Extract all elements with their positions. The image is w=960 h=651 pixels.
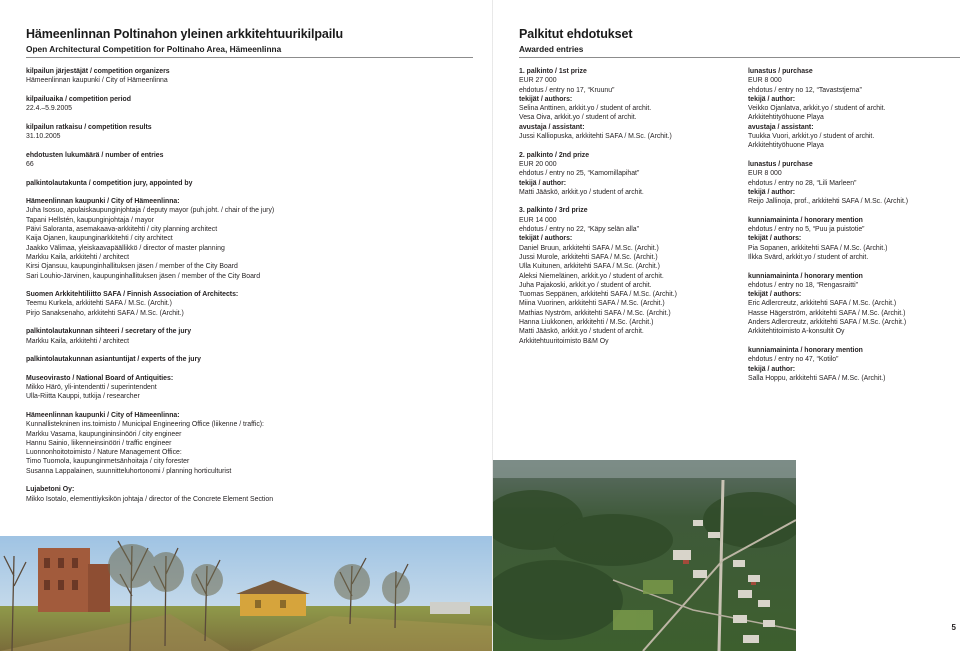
prize-line-text: Arkkitehtuuritoimisto B&M Oy	[519, 337, 609, 345]
purchases-mentions-column	[748, 67, 908, 383]
jury-line-text: 66	[26, 160, 34, 168]
prize-line-text: ehdotus / entry no 22, “Käpy selän alla”	[519, 226, 639, 234]
jury-line-spacer	[26, 346, 274, 355]
title-rule	[26, 57, 473, 58]
award-line-text: Anders Adlercreutz, arkkitehti SAFA / M.Sc. (Archit.)	[748, 319, 907, 327]
prizes-column	[519, 67, 677, 346]
award-line-heading: kunniamaininta / honorary mention	[748, 272, 863, 280]
jury-line-text: Päivi Saloranta, asemakaava-arkkitehti / city planning architect	[26, 226, 218, 234]
award-line-heading: tekijä / author:	[748, 95, 796, 103]
jury-line-text: Luonnonhoitotoimisto / Nature Management Office:	[26, 449, 182, 457]
jury-line-spacer	[26, 86, 274, 95]
right-page	[493, 0, 960, 651]
prize-line-spacer	[519, 197, 677, 206]
awards-title: Palkitut ehdotukset	[519, 27, 633, 41]
jury-line-text: 31.10.2005	[26, 133, 61, 141]
jury-line-text: Susanna Lappalainen, suunnitteluhortonomi / planning horticulturist	[26, 467, 232, 475]
award-line-text: Arkkitehtityöhuone Playa	[748, 142, 824, 150]
award-line-heading: tekijä / author:	[748, 188, 796, 196]
prize-line-heading: 3. palkinto / 3rd prize	[519, 207, 588, 215]
award-line-heading: lunastus / purchase	[748, 160, 813, 168]
award-line-spacer	[748, 262, 908, 271]
awards-title-rule	[519, 57, 960, 58]
prize-line-heading: tekijät / authors:	[519, 235, 573, 243]
competition-subtitle: Open Architectural Competition for Poltinaho Area, Hämeenlinna	[26, 44, 282, 54]
jury-line-text: Mikko Isotalo, elementtiyksikön johtaja / director of the Concrete Element Section	[26, 495, 274, 503]
award-line-text: ehdotus / entry no 28, “Lili Marleen”	[748, 179, 857, 187]
prize-line-text: ehdotus / entry no 17, “Kruunu”	[519, 86, 615, 94]
jury-line-text: Hannu Sainio, liikenneinsinööri / traffic engineer	[26, 439, 172, 447]
prize-line-text: EUR 14 000	[519, 216, 557, 224]
award-line-heading: lunastus / purchase	[748, 68, 813, 75]
jury-line-text: Tapani Hellstén, kaupunginjohtaja / mayor	[26, 216, 154, 224]
jury-line-text: Timo Tuomola, kaupunginmetsänhoitaja / city forester	[26, 458, 190, 466]
jury-line-text: Ulla-Riitta Kauppi, tutkija / researcher	[26, 393, 140, 401]
prize-line-text: Tuomas Seppänen, arkkitehti SAFA / M.Sc. (Archit.)	[519, 291, 677, 299]
jury-line-heading: Museovirasto / National Board of Antiquities:	[26, 374, 174, 382]
jury-line-spacer	[26, 113, 274, 122]
jury-line-heading: ehdotusten lukumäärä / number of entries	[26, 151, 164, 159]
award-line-heading: kunniamaininta / honorary mention	[748, 346, 863, 354]
award-line-text: Tuukka Vuori, arkkit.yo / student of archit.	[748, 133, 875, 141]
award-line-text: Reijo Jallinoja, prof., arkkitehti SAFA / M.Sc. (Archit.)	[748, 198, 909, 206]
jury-line-text: Sari Louhio-Järvinen, kaupunginhallituksen jäsen / member of the City Board	[26, 272, 261, 280]
award-line-spacer	[748, 337, 908, 346]
jury-line-heading: Hämeenlinnan kaupunki / City of Hämeenlinna:	[26, 198, 180, 206]
prize-line-spacer	[519, 141, 677, 150]
jury-line-text: Kaija Ojanen, kaupunginarkkitehti / city architect	[26, 235, 173, 243]
jury-line-heading: palkintolautakunnan sihteeri / secretary of the jury	[26, 328, 192, 336]
prize-line-text: ehdotus / entry no 25, “Kamomillapihat”	[519, 170, 640, 178]
prize-line-text: Jussi Kalliopuska, arkkitehti SAFA / M.Sc. (Archit.)	[519, 133, 672, 141]
jury-line-text: Kirsi Ojansuu, kaupunginhallituksen jäsen / member of the City Board	[26, 263, 238, 271]
prize-line-text: Mathias Nyström, arkkitehti SAFA / M.Sc. (Archit.)	[519, 309, 671, 317]
prize-line-heading: avustaja / assistant:	[519, 123, 585, 131]
jury-line-spacer	[26, 476, 274, 485]
award-line-text: Arkkitehtitoimisto A-konsultit Oy	[748, 328, 845, 336]
prize-line-heading: 2. palkinto / 2nd prize	[519, 151, 590, 159]
jury-line-text: Hämeenlinnan kaupunki / City of Hämeenlinna	[26, 77, 168, 85]
jury-line-spacer	[26, 169, 274, 178]
award-line-text: Pia Sopanen, arkkitehti SAFA / M.Sc. (Archit.)	[748, 244, 888, 252]
jury-line-spacer	[26, 188, 274, 197]
competition-title: Hämeenlinnan Poltinahon yleinen arkkitehtuurikilpailu	[26, 27, 343, 41]
jury-line-spacer	[26, 141, 274, 150]
prize-line-text: EUR 27 000	[519, 77, 557, 85]
prize-line-text: Aleksi Niemeläinen, arkkit.yo / student of archit.	[519, 272, 664, 280]
jury-line-spacer	[26, 402, 274, 411]
prize-line-heading: tekijät / authors:	[519, 95, 573, 103]
jury-line-text: Kunnallistekninen ins.toimisto / Municipal Engineering Office (liikenne / traffic):	[26, 421, 264, 429]
prize-line-heading: 1. palkinto / 1st prize	[519, 68, 587, 75]
award-line-text: Ilkka Svärd, arkkit.yo / student of archit.	[748, 253, 869, 261]
jury-line-heading: kilpailuaika / competition period	[26, 95, 131, 103]
awards-subtitle: Awarded entries	[519, 44, 584, 54]
jury-line-text: 22.4.–5.9.2005	[26, 105, 72, 113]
jury-line-text: Markku Kaila, arkkitehti / architect	[26, 253, 130, 261]
aerial-photo-graphic	[493, 460, 796, 651]
award-line-text: ehdotus / entry no 47, “Kotilo”	[748, 356, 839, 364]
prize-line-text: Jussi Murole, arkkitehti SAFA / M.Sc. (Archit.)	[519, 253, 658, 261]
landscape-photo-graphic	[0, 536, 493, 651]
award-line-text: Salla Hoppu, arkkitehti SAFA / M.Sc. (Archit.)	[748, 374, 886, 382]
award-line-text: Eric Adlercreutz, arkkitehti SAFA / M.Sc. (Archit.)	[748, 300, 897, 308]
jury-line-text: Mikko Härö, yli-intendentti / superintendent	[26, 384, 157, 392]
award-line-text: ehdotus / entry no 12, “Tavaststjerna”	[748, 86, 862, 94]
award-line-text: ehdotus / entry no 18, “Rengasraitti”	[748, 281, 858, 289]
prize-line-text: Selina Anttinen, arkkit.yo / student of archit.	[519, 105, 652, 113]
jury-line-text: Jaakko Välimaa, yleiskaavapäällikkö / director of master planning	[26, 244, 225, 252]
prize-line-heading: tekijä / author:	[519, 179, 567, 187]
jury-line-text: Juha Isosuo, apulaiskaupunginjohtaja / deputy mayor (puh.joht. / chair of the jury)	[26, 207, 275, 215]
award-line-heading: tekijät / authors:	[748, 291, 802, 299]
prize-line-text: EUR 20 000	[519, 160, 557, 168]
aerial-photo	[493, 460, 796, 651]
jury-line-heading: kilpailun ratkaisu / competition results	[26, 123, 152, 131]
jury-line-text: Teemu Kurkela, arkkitehti SAFA / M.Sc. (Archit.)	[26, 300, 172, 308]
jury-line-text: Pirjo Sanaksenaho, arkkitehti SAFA / M.Sc. (Archit.)	[26, 309, 184, 317]
award-line-text: Arkkitehtityöhuone Playa	[748, 114, 824, 122]
award-line-heading: kunniamaininta / honorary mention	[748, 216, 863, 224]
award-line-text: Hasse Hägerström, arkkitehti SAFA / M.Sc. (Archit.)	[748, 309, 906, 317]
prize-line-text: Juha Pajakoski, arkkit.yo / student of archit.	[519, 281, 652, 289]
jury-line-spacer	[26, 365, 274, 374]
prize-line-text: Vesa Oiva, arkkit.yo / student of archit.	[519, 114, 637, 122]
award-line-heading: tekijät / authors:	[748, 235, 802, 243]
prize-line-text: Hanna Liukkonen, arkkitehti / M.Sc. (Archit.)	[519, 319, 654, 327]
landscape-photo	[0, 536, 493, 651]
prize-line-text: Ulla Kuitunen, arkkitehti SAFA / M.Sc. (Archit.)	[519, 263, 660, 271]
prize-line-text: Matti Jääskö, arkkit.yo / student of archit.	[519, 328, 644, 336]
jury-line-text: Markku Vasama, kaupungininsinööri / city engineer	[26, 430, 182, 438]
jury-line-heading: palkintolautakunta / competition jury, appointed by	[26, 179, 193, 187]
jury-line-spacer	[26, 318, 274, 327]
award-line-spacer	[748, 151, 908, 160]
jury-line-heading: palkintolautakunnan asiantuntijat / experts of the jury	[26, 356, 201, 364]
jury-line-heading: Suomen Arkkitehtiliitto SAFA / Finnish Association of Architects:	[26, 291, 239, 299]
award-line-heading: tekijä / author:	[748, 365, 796, 373]
jury-line-spacer	[26, 281, 274, 290]
jury-line-heading: Hämeenlinnan kaupunki / City of Hämeenlinna:	[26, 411, 180, 419]
award-line-text: Veikko Ojanlatva, arkkit.yo / student of archit.	[748, 105, 886, 113]
jury-line-text: Markku Kaila, arkkitehti / architect	[26, 337, 130, 345]
award-line-text: ehdotus / entry no 5, “Puu ja puistotie”	[748, 226, 865, 234]
award-line-heading: avustaja / assistant:	[748, 123, 814, 131]
jury-info-column	[26, 67, 274, 504]
award-line-text: EUR 8 000	[748, 77, 782, 85]
jury-line-heading: kilpailun järjestäjät / competition organizers	[26, 68, 170, 75]
prize-line-text: Daniel Bruun, arkkitehti SAFA / M.Sc. (Archit.)	[519, 244, 659, 252]
prize-line-text: Miina Vuorinen, arkkitehti SAFA / M.Sc. (Archit.)	[519, 300, 665, 308]
prize-line-text: Matti Jääskö, arkkit.yo / student of archit.	[519, 188, 644, 196]
award-line-text: EUR 8 000	[748, 170, 782, 178]
page-number: 5	[951, 623, 956, 632]
jury-line-heading: Lujabetoni Oy:	[26, 486, 75, 494]
award-line-spacer	[748, 206, 908, 215]
